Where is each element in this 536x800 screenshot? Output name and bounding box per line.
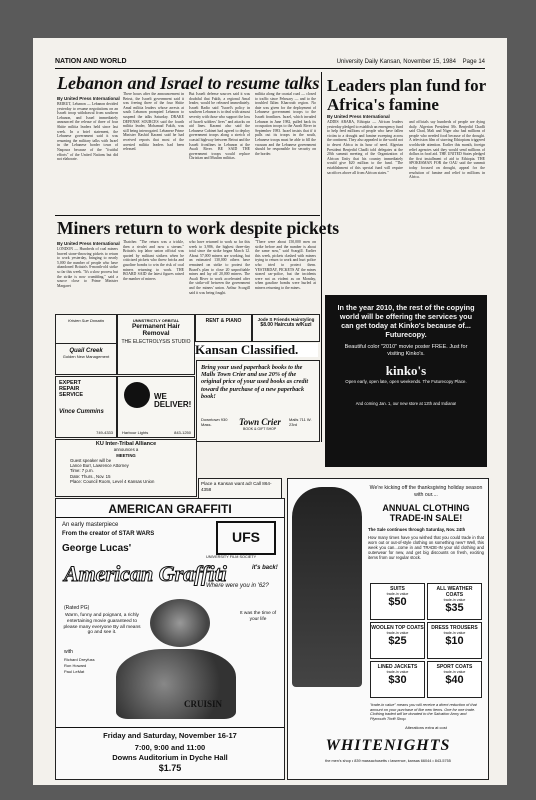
ad-expert-title: EXPERT REPAIR SERVICE [59, 380, 84, 398]
ad-rent-piano[interactable] [195, 314, 252, 342]
trade-in-tv: trade-in value [386, 592, 409, 596]
africa-byline: By United Press International [327, 114, 390, 119]
trade-in-name: ALL WEATHER COATS [436, 586, 473, 598]
ad-ku-meeting[interactable] [55, 439, 197, 497]
trade-in-tv: trade-in value [443, 631, 466, 635]
ad-loc-downtown: Downtown 930 Mass. [201, 417, 228, 427]
trade-in-name: SPORT COATS [436, 664, 473, 670]
trade-in-price: $30 [388, 674, 407, 686]
lebanon-col-1: BEIRUT, Lebanon — Lebanon decided yesterday to resume negotiations on an Israeli troop withdrawal from southern Lebanon, and Israel immediately announced the release of three of four Shiite militia leaders held since last week. In a brief statement, the Lebanese government said it was resuming the military talks with Israel in the Lebanese border town of Naqoura because of the "fruitful efforts" of the United Nations but did not elaborate. [57, 102, 118, 162]
white-body: How many times have you wished that you could trade in that worn out or out-of-style clothing on something new? Well, this week you can...come in and TRADE-IN your old clothing and outerwear for new, and get big discounts on fresh, exciting items from our regular stock. [368, 535, 484, 561]
ad-rent-title: RENT & PIANO [205, 318, 242, 324]
trade-in-tv: trade-in value [386, 670, 409, 674]
graffiti-days: Friday and Saturday, November 16-17 [103, 731, 237, 740]
ku-guest: Guest speaker will be [70, 457, 112, 463]
white-sub: The Sale continues through Saturday, Nov. 24th [368, 527, 466, 532]
trade-in-name: WOOLEN TOP COATS [371, 625, 424, 631]
trade-in-price: $40 [445, 674, 464, 686]
miners-byline: By United Press International [57, 241, 120, 246]
graffiti-cast-2: Ron Howard [64, 663, 87, 668]
ad-harbour-name: Harbour Lights [122, 430, 149, 435]
trade-in-price: $50 [388, 596, 407, 608]
graffiti-venue: Downs Auditorium in Dyche Hall [112, 753, 228, 762]
lebanon-byline: By United Press International [57, 96, 120, 101]
graffiti-time-tag: It was the time of your life [239, 611, 277, 622]
graffiti-title: AMERICAN GRAFFITI [108, 502, 232, 516]
white-fine: "trade-in value" means you will receive a direct reduction of that amount on your purchase of like new items. One for one trade. Clothing traded will be donated to the Salvation Army and Plymouth Thrift Shop. [370, 703, 477, 721]
cast-illustration-icon [150, 599, 210, 647]
model-illustration-icon [292, 487, 362, 687]
ku-place: Place: Council Room, Level 4 Kansas Union [70, 479, 155, 485]
trade-in-cell [370, 661, 425, 698]
ad-donatta[interactable] [55, 314, 117, 344]
ad-hair-removal[interactable] [117, 314, 195, 375]
ad-town-crier-tag: BOOK & GIFT SHOP [243, 427, 277, 431]
trade-in-price: $25 [388, 635, 407, 647]
ad-town-crier[interactable] [196, 360, 320, 442]
lebanon-headline: Lebanon and Israel to resume talks [57, 73, 320, 93]
ufs-logo: UFS [216, 521, 276, 555]
kinkos-tag: Open early, open late, open weekends. The Futurecopy Place. [345, 379, 467, 384]
lebanon-col-2: There hours after the announcement in Beirut, the Israeli government said it was freeing three of the four Shiite Amal militia leaders whose arrests at south Lebanon prompted Lebanon to suspend the talks Saturday. DRAKE DEFENSE SOURCES said the fourth militia leader, Mohamad Fakih, was still being interrogated. Lebanese Prime Minister Rashid Karami said he had received reports that most of the arrested militia leaders had been released. [123, 92, 184, 152]
ad-expert-name: Vince Cummins [59, 409, 104, 415]
ku-speaker: Lance Burr, Lawrence Attorney [70, 463, 129, 469]
column-divider [321, 72, 322, 442]
kinkos-hours: And coming Jan. 1, our new store at 12th and Indiana! [355, 400, 457, 406]
ufs-sub: UNIVERSITY FILM SOCIETY [206, 555, 257, 559]
trade-in-cell [427, 622, 482, 659]
miners-headline: Miners return to work despite pickets [57, 218, 340, 238]
graffiti-early: An early masterpiece [62, 522, 119, 528]
dateline: University Daily Kansan, November 15, 1984 Page 14 [336, 59, 485, 65]
ad-deliver: WE DELIVER! [154, 392, 192, 409]
graffiti-where: Where were you in '62? [206, 583, 269, 589]
ad-american-graffiti[interactable] [55, 498, 285, 780]
whitenights-logo: WHITENIGHTS [325, 737, 451, 754]
graffiti-cast-3: Paul LeMat [64, 669, 85, 674]
trade-in-tv: trade-in value [443, 670, 466, 674]
trade-in-cell [427, 583, 482, 620]
trade-in-cell [370, 622, 425, 659]
kinkos-logo: kinko's [385, 363, 427, 378]
kinkos-headline: In the year 2010, the rest of the copying world will be offering the services you can get today at Kinko's because of... Futurecopy. [337, 303, 475, 339]
ad-electrolysis: THE ELECTROLYSIS STUDIO [121, 339, 191, 345]
trade-in-price: $10 [445, 635, 464, 647]
ad-kansan-place[interactable]: Place a Kansan want ad! Call 864-4358 [198, 478, 282, 502]
white-headline: ANNUAL CLOTHING TRADE-IN SALE! [382, 503, 470, 523]
ad-joda-sub: $8.00 Haircuts w/Kuzi [260, 322, 312, 328]
africa-headline: Leaders plan fund for Africa's famine [327, 76, 486, 114]
ad-quail-title: Quail Creek [69, 348, 103, 354]
ad-town-crier-logo: Town Crier [239, 417, 281, 427]
miners-col-3: who have returned to work so far this week to 3,986, the highest three-day total since the strike began March 12. About 57,000 miners are working, but an estimated 130,000 others have remained on strike to protest the Board's plan to close 20 unprofitable mines and lay off 20,000 miners. The Awali River to work accelerated after the strike-off between the government and the miners' union. Arthur Scargill said it was being fought. [189, 240, 250, 295]
trade-in-name: DRESS TROUSERS [431, 625, 478, 631]
trade-in-cell [427, 661, 482, 698]
ad-harbour-lights[interactable] [117, 376, 195, 438]
graffiti-bottom-rule [56, 727, 284, 728]
graffiti-george: George Lucas' [62, 543, 132, 554]
classified-banner [195, 343, 318, 357]
ad-loc-malls: Malls 711 W. 23rd [289, 417, 312, 427]
kinkos-sub: Beautiful color "2010" movie poster FREE. Just for visiting Kinko's. [344, 344, 468, 357]
trade-in-name: SUITS [390, 586, 405, 592]
trade-in-name: LINED JACKETS [377, 664, 418, 670]
ku-announces: announces a [113, 447, 139, 453]
ad-whitenights[interactable] [287, 478, 489, 780]
trade-in-tv: trade-in value [386, 631, 409, 635]
africa-col-1: ADDIS ABABA, Ethiopia — African leaders yesterday pledged to establish an emergency fund to help feed millions of people who have fallen victim to a drought and famine sweeping across the continent. They also appealed to the world not to desert Africa in its hour of need. Algerian President Benjedid Chadli told delegates at the 20th summit meeting of the Organization of African Unity that his country immediately would give $20 million to the fund. "The establishment of this special fund will require sacrifices above all from African states." [327, 120, 403, 175]
ku-time: Time: 7 p.m. [70, 468, 94, 474]
graffiti-logo: American Graffiti [64, 561, 227, 586]
miners-col-1: LONDON — Hundreds of coal miners braved stone-throwing pickets to return to work yesterday, bringing to nearly 5,000 the number of people who have abandoned Britain's 8-month-old strike so far this week. "It's a slow process but the strike is now crumbling," said a source close to Prime Minister Margaret [57, 247, 118, 288]
trade-in-tv: trade-in value [443, 598, 466, 602]
ad-expert-phone: 749-4333 [96, 430, 113, 435]
ad-hair-removal-title: Permanent Hair Removal [131, 323, 181, 337]
ad-harbour-phone: 843-1250 [174, 430, 191, 435]
ku-title: KU Inter-Tribal Alliance [95, 441, 157, 447]
lebanon-col-3: But Israeli defense sources said it was doubtful that Fakih, a regional Amal leader, would be released immediately. Israeli Radio said "Israel's policy in southern Lebanon is to deal with utmost severity with those who support the loss of Israeli soldiers' lives" and attacks on aid lines. Karami also said the Lebanese Cabinet had agreed to deploy government troops along a stretch of coastal highway between Beirut and the Israeli frontlines in Lebanon at the Awali River. BE SAID THE government troops would replace Christian and Muslim militias. [189, 92, 250, 161]
ku-meeting: MEETING [116, 452, 136, 458]
ad-hair-removal-top: UNNSTRICTLY ORBITAL [132, 318, 180, 323]
trade-in-price: $35 [445, 602, 464, 614]
miners-col-2: Thatcher. "The return was a trickle, then a rivulet and now a stream." Britain's top labor union official was quoted by militant strikers when he criticized pickets who threw bricks and gasoline bombs to win the risk of coal miners returning to work. THE BOARD SAID the latest figures raised the number of miners [123, 240, 184, 281]
classified-title: Kansan Classified. [195, 342, 299, 357]
ku-date: Date: Thurs., Nov. 15 [70, 473, 111, 479]
lebanon-col-4: militia along the coastal road — closed to traffic since February — and to the troubled Iklim Kharroub region. No date was given for the deployment of Lebanese government troops to the Israeli frontlines. Israel, which invaded Lebanon in June 1982, pulled back its occupation troops to the Awali River in September 1983. Israel insists that if it pulls out its troops in the south, Lebanese troops must be able to fill the vacuum and the Lebanese government should be responsible for security on the border. [255, 92, 316, 156]
graffiti-times: 7:00, 9:00 and 11:00 [134, 743, 206, 752]
africa-col-2: and officials say hundreds of people are dying daily. Algerian President Mr. Benjedid Chadli said Chad, Mali and Niger also had millions of people who needed food because of the drought. A television film of starving Ethiopians triggered worldwide attention. Earlier this month, foreign relief agencies said they would send millions of dollars in food aid. THE UNITED States pledged the first installment of aid to Ethiopia. THE SPOKESMAN FOR the OAU said the summit today focused on drought, appeal for the resolution of famine and relief to millions in Africa. [409, 120, 485, 180]
ad-quail-sub: Golden New Management [62, 354, 110, 359]
ad-paperback-text: Bring your used paperback books to the Malls Town Crier and use 20% of the original price of your used books as credit toward the purchase of a new paperback book! [201, 364, 309, 400]
graffiti-back: it's back! [252, 565, 278, 571]
white-intro: We're kicking off the thanksgiving holiday season with our.... [369, 485, 483, 498]
harbour-logo-icon [124, 382, 150, 408]
section-label: NATION AND WORLD [55, 58, 127, 65]
newspaper-page [33, 38, 507, 785]
page-header [55, 58, 485, 69]
graffiti-with: with [64, 649, 73, 655]
white-alter: Alterations extra at cost [405, 725, 447, 730]
ad-expert-repair[interactable] [55, 376, 117, 438]
graffiti-rated: (Rated PG) [64, 605, 90, 611]
trade-in-cell [370, 583, 425, 620]
story-divider [55, 215, 320, 216]
ad-kinkos[interactable] [325, 295, 487, 467]
miners-col-4: "There were about 150,000 men on strike before and the number is about the same now," said Scargill. Earlier this week, pickets clashed with miners trying to return to work and hurt police who tried to protect them. YESTERDAY, PICKETS AT the mines stoned car-police, but the incidents were not as violent as on Monday, when gasoline bombs were hurled at miners returning to the mines. [255, 240, 316, 290]
graffiti-blurb: Warm, funny and poignant, a richly entertaining movie guaranteed to please many everyone By all means go and see it. [63, 613, 141, 636]
ad-joda-title: Jode S Friends Hairstyling [257, 317, 315, 322]
white-footer: the men's shop • 839 massachusetts • lawrence, kansas 66044 • 843-5755 [325, 759, 451, 763]
graffiti-price: $1.75 [158, 763, 182, 773]
ad-donatta-title: Kristen Sue Donatta [68, 318, 104, 323]
graffiti-from: From the creator of STAR WARS [62, 531, 155, 537]
graffiti-cruisin: CRUISIN [184, 699, 223, 709]
graffiti-cast-1: Richard Dreyfuss [64, 657, 95, 662]
ad-joda-hair[interactable] [252, 314, 320, 342]
graffiti-rule [56, 517, 284, 518]
ad-quail-creek[interactable] [55, 343, 117, 375]
